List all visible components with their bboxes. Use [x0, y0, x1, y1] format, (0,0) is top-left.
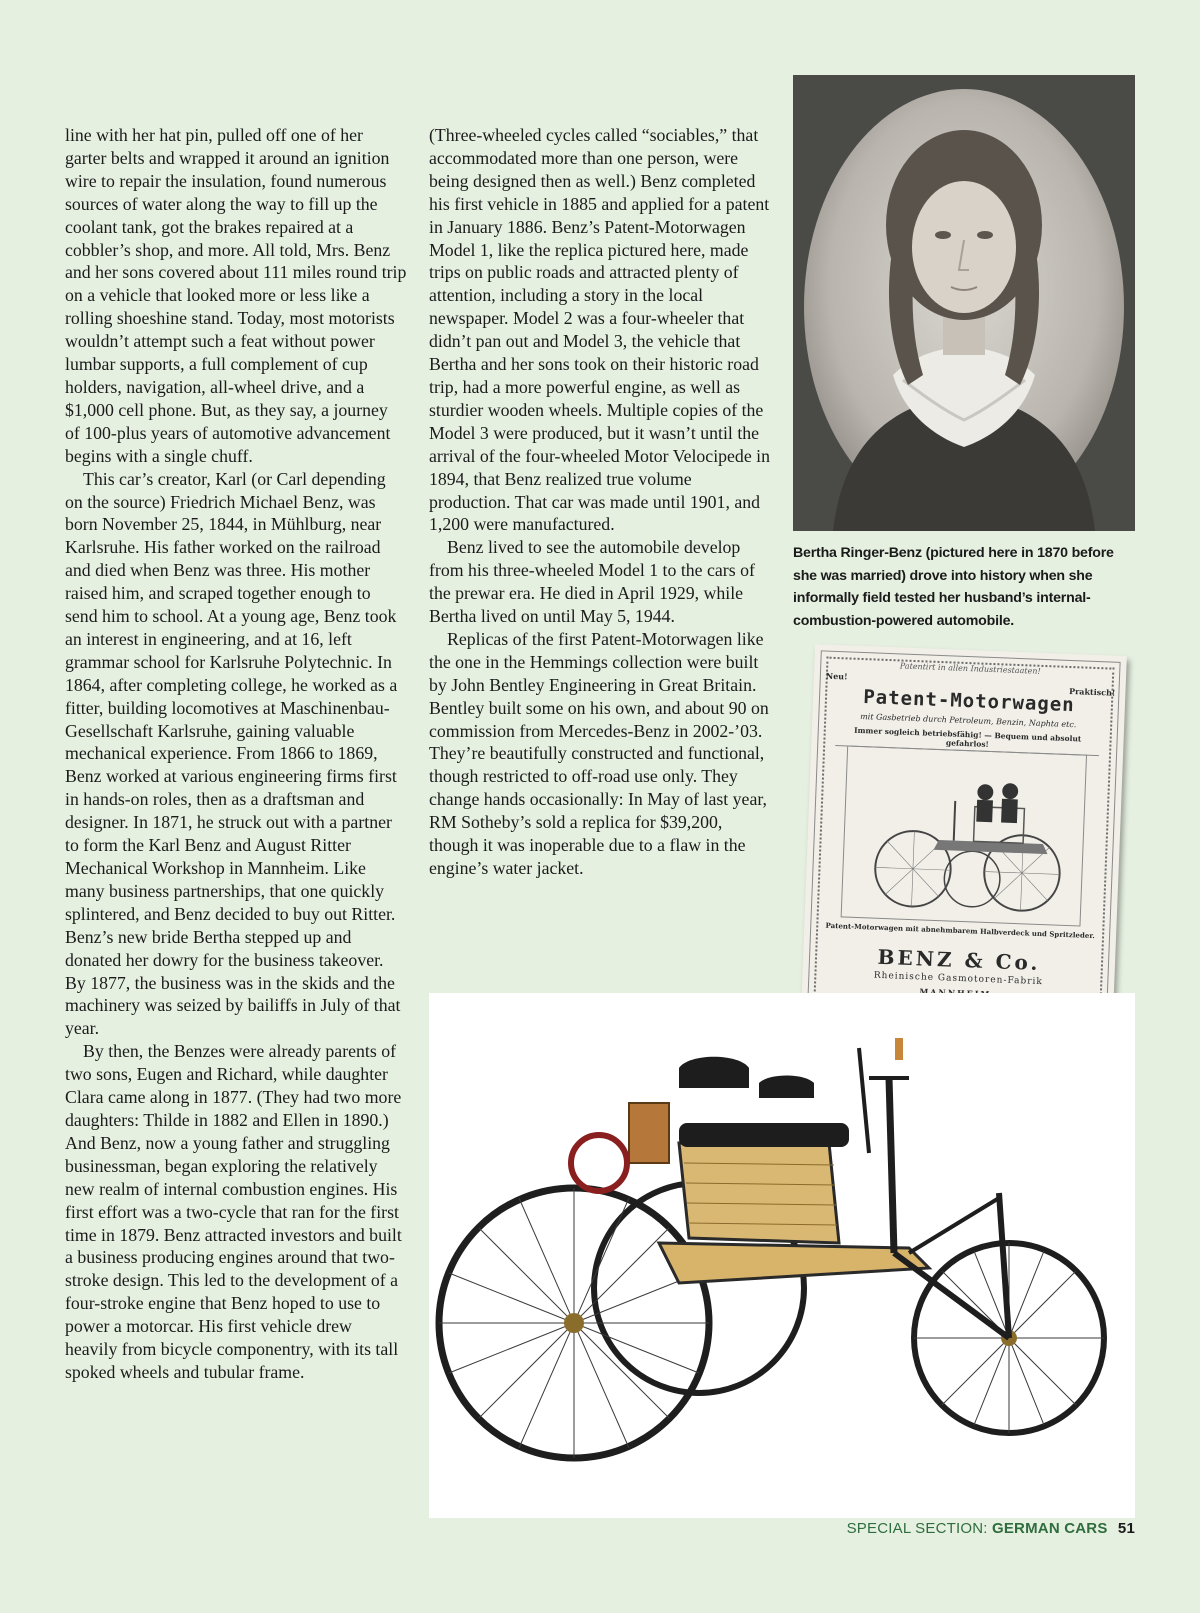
body-paragraph: line with her hat pin, pulled off one of her garter belts and wrapped it around an ignition wire to repair the insulation, found numerous sources of water along the way to fill up the coolant tank, got the brakes repaired at a cobbler’s shop, and more. All told, Mrs. Benz and her sons covered about 111 miles round trip on a vehicle that looked more or less like a rolling shoeshine stand. Today, most motorists wouldn’t attempt such a feat without power lumbar supports, a full complement of cup holders, navigation, all-wheel drive, and a $1,000 cell phone. But, as they say, a journey of 100-plus years of automotive advancement begins with a single chuff.: [65, 125, 407, 466]
ad-company-name: BENZ & Co.: [877, 944, 1041, 976]
ad-praktisch-label: Praktisch!: [1068, 685, 1116, 698]
portrait-illustration: [793, 75, 1135, 531]
ad-engraving-caption: Patent-Motorwagen mit abnehmbarem Halbverdeck und Spritzleder.: [825, 920, 1095, 941]
body-paragraph: By then, the Benzes were already parents of two sons, Eugen and Richard, while daughter Clara came along in 1877. (They had two more daughters: Thilde in 1882 and Ellen in 1890.) And Benz, now a young father and struggling businessman, began exploring the relatively new realm of internal combustion engines. His first effort was a two-cycle that ran for the first time in 1879. Benz attracted investors and built a business producing engines around that two-stroke design. This led to the development of a four-stroke engine that Benz hoped to use to power a motorcar. His first vehicle drew heavily from bicycle componentry, with its tall spoked wheels and tubular frame.: [65, 1041, 402, 1382]
patent-motorwagen-replica-photo: [429, 993, 1135, 1518]
motorwagen-illustration: [429, 993, 1135, 1518]
page-number: 51: [1117, 1520, 1135, 1537]
article-column-1: [65, 124, 407, 1384]
ad-neu-label: Neu!: [825, 670, 848, 682]
footer-section-label: SPECIAL SECTION:: [846, 1520, 988, 1537]
ad-company-subtitle: Rheinische Gasmotoren-Fabrik: [873, 970, 1044, 988]
bertha-benz-portrait-photo: [793, 75, 1135, 531]
page-footer: [847, 1520, 1135, 1537]
ad-slogan: Immer sogleich betriebsfähig! — Bequem und absolut gefahrlos!: [835, 725, 1100, 756]
article-column-2: [429, 124, 771, 880]
motorwagen-engraving-icon: [842, 747, 1086, 926]
ad-engraving: [841, 745, 1087, 926]
body-paragraph: Benz lived to see the automobile develop from his three-wheeled Model 1 to the cars of the prewar era. He died in April 1929, while Bertha lived on until May 5, 1944.: [429, 537, 755, 627]
ad-subtitle: mit Gasbetrieb durch Petroleum, Benzin, Naphta etc.: [859, 711, 1077, 730]
ad-title: Patent-Motorwagen: [862, 686, 1076, 717]
body-paragraph: Replicas of the first Patent-Motorwagen like the one in the Hemmings collection were built by John Bentley Engineering in Great Britain. Bentley built some on his own, and about 90 on commission from Mercedes-Benz in 2002-’03. They’re beautifully constructed and functional, though restricted to off-road use only. They change hands occasionally: In May of last year, RM Sotheby’s sold a replica for $39,200, though it was inoperable due to a flaw in the engine’s water jacket.: [429, 628, 769, 878]
footer-section-topic: GERMAN CARS: [991, 1520, 1108, 1537]
ad-header-line: Patentirt in allen Industriestaaten!: [899, 661, 1041, 676]
body-paragraph: This car’s creator, Karl (or Carl depending on the source) Friedrich Michael Benz, was born November 25, 1844, in Mühlburg, near Karlsruhe. His father worked on the railroad and died when Benz was three. His mother raised him, and scraped together enough to send him to school. At a young age, Benz took an interest in engineering, and at 16, left grammar school for Karlsruhe Polytechnic. In 1864, after completing college, he worked as a fitter, building locomotives at Maschinenbau-Gesellschaft Karlsruhe, gaining valuable mechanical experience. From 1866 to 1869, Benz worked at various engineering firms first in hands-on roles, then as a draftsman and designer. In 1871, he struck out with a partner to form the Karl Benz and August Ritter Mechanical Workshop in Mannheim. Like many business partnerships, that one quickly splintered, and Benz decided to buy out Ritter. Benz’s new bride Bertha stepped up and donated her dowry for the business takeover. By 1877, the business was in the skids and the machinery was seized by bailiffs in July of that year.: [65, 468, 401, 1039]
portrait-caption: Bertha Ringer-Benz (pictured here in 1870 before she was married) drove into history when she informally field tested her husband’s internal-combustion-powered automobile.: [793, 545, 1114, 629]
body-paragraph: (Three-wheeled cycles called “sociables,” that accommodated more than one person, were being designed then as well.) Benz completed his first vehicle in 1885 and applied for a patent in January 1886. Benz’s Patent-Motorwagen Model 1, like the replica pictured here, made trips on public roads and attracted plenty of attention, including a story in the local newspaper. Model 2 was a four-wheeler that didn’t pan out and Model 3, the vehicle that Bertha and her sons took on their historic road trip, had a more powerful engine, as well as sturdier wooden wheels. Multiple copies of the Model 3 were produced, but it wasn’t until the arrival of the four-wheeled Motor Velocipede in 1894, that Benz realized true volume production. That car was made until 1901, and 1,200 were manufactured.: [429, 125, 770, 535]
